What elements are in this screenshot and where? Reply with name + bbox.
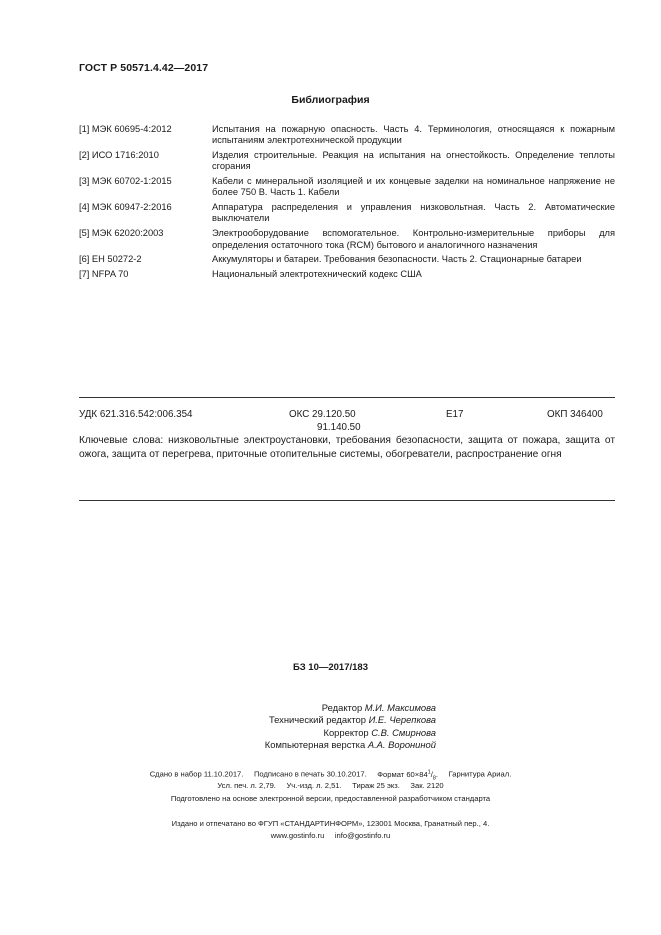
bibliography-text: Кабели с минеральной изоляцией и их концевые заделки на номинальное напряжение не более 750 В. Часть 1. Кабели bbox=[212, 176, 615, 198]
credit-role: Корректор bbox=[323, 726, 369, 738]
email-link[interactable]: info@gostinfo.ru bbox=[334, 831, 391, 840]
circulation: Тираж 25 экз. bbox=[352, 781, 400, 790]
document-header: ГОСТ Р 50571.4.42—2017 bbox=[79, 62, 209, 74]
format: Формат $60\times 84^1/_8$. bbox=[377, 769, 439, 782]
credit-person: А.А. Ворониной bbox=[367, 738, 436, 750]
bibliography-ref: [5] МЭК 62020:2003 bbox=[79, 228, 164, 239]
okp-code: ОКП 346400 bbox=[547, 409, 603, 420]
bibliography-ref: [3] МЭК 60702-1:2015 bbox=[79, 176, 172, 187]
bibliography-ref: [7] NFPA 70 bbox=[79, 269, 129, 280]
order-number: Зак. 2120 bbox=[410, 781, 444, 790]
bibliography-ref: [1] МЭК 60695-4:2012 bbox=[79, 124, 172, 134]
typeface: Гарнитура Ариал. bbox=[448, 769, 512, 779]
bz-number: БЗ 10—2017/183 bbox=[293, 662, 368, 673]
publisher-line: Издано и отпечатано во ФГУП «СТАНДАРТИНФОРМ», 123001 Москва, Гранатный пер., 4. bbox=[171, 819, 490, 828]
divider-bottom bbox=[79, 500, 615, 501]
credit-proofreader bbox=[0, 727, 661, 739]
bibliography-title: Библиография bbox=[291, 94, 370, 106]
publisher-contacts bbox=[0, 830, 661, 842]
signed-date: Подписано в печать 30.10.2017. bbox=[253, 769, 367, 779]
bibliography-item bbox=[79, 176, 615, 198]
credit-person: И.Е. Черепкова bbox=[368, 714, 436, 726]
bibliography-ref: [2] ИСО 1716:2010 bbox=[79, 150, 159, 161]
divider-top bbox=[79, 397, 615, 398]
oks-code-2: 91.140.50 bbox=[317, 422, 361, 433]
udk-code: УДК 621.316.542:006.354 bbox=[79, 409, 193, 420]
bibliography-item bbox=[79, 228, 615, 250]
bibliography-text: Изделия строительные. Реакция на испытания на огнестойкость. Определение теплоты сгорания bbox=[212, 150, 615, 172]
credit-person: М.И. Максимова bbox=[364, 702, 436, 713]
sent-date: Сдано в набор 11.10.2017. bbox=[149, 769, 244, 779]
credit-role: Редактор bbox=[321, 702, 363, 713]
bibliography-item bbox=[79, 150, 615, 172]
web-link[interactable]: www.gostinfo.ru bbox=[270, 831, 325, 840]
publishing-line-2 bbox=[0, 780, 661, 792]
prepared-note: Подготовлено на основе электронной версии, предоставленной разработчиком стандарта bbox=[170, 794, 491, 803]
bibliography-item bbox=[79, 269, 615, 280]
bibliography-ref: [6] ЕН 50272-2 bbox=[79, 254, 142, 265]
credit-role: Технический редактор bbox=[268, 714, 366, 726]
bibliography-item bbox=[79, 124, 615, 146]
bibliography-text: Национальный электротехнический кодекс США bbox=[212, 269, 422, 280]
credit-layout bbox=[0, 739, 661, 751]
credit-tech-editor bbox=[0, 714, 661, 726]
bibliography-list bbox=[79, 124, 615, 284]
oks-code: ОКС 29.120.50 bbox=[289, 409, 356, 420]
keywords: Ключевые слова: низковольтные электроустановки, требования безопасности, защита от пожара, защита от ожога, защита от перегрева, приточные отопительные системы, обогреватели, распространение огня bbox=[79, 435, 615, 460]
credit-role: Компьютерная верстка bbox=[264, 738, 366, 750]
bibliography-ref: [4] МЭК 60947-2:2016 bbox=[79, 202, 172, 213]
print-sheets: Усл. печ. л. 2,79. bbox=[217, 781, 276, 790]
pub-sheets: Уч.-изд. л. 2,51. bbox=[286, 781, 342, 790]
credit-person: С.В. Смирнова bbox=[371, 726, 436, 738]
credits bbox=[0, 702, 661, 751]
bibliography-item bbox=[79, 202, 615, 224]
bibliography-text: Электрооборудование вспомогательное. Контрольно-измерительные приборы для определения остаточного тока (RCM) бытового и аналогичного назначения bbox=[212, 228, 615, 250]
e-code: Е17 bbox=[446, 409, 464, 420]
bibliography-text: Аппаратура распределения и управления низковольтная. Часть 2. Автоматические выключатели bbox=[212, 202, 615, 224]
bibliography-item bbox=[79, 254, 615, 265]
bibliography-text: Испытания на пожарную опасность. Часть 4. Терминология, относящаяся к пожарным испытаниям электротехнической продукции bbox=[212, 124, 615, 146]
bibliography-text: Аккумуляторы и батареи. Требования безопасности. Часть 2. Стационарные батареи bbox=[212, 254, 582, 265]
credit-editor bbox=[0, 702, 661, 714]
